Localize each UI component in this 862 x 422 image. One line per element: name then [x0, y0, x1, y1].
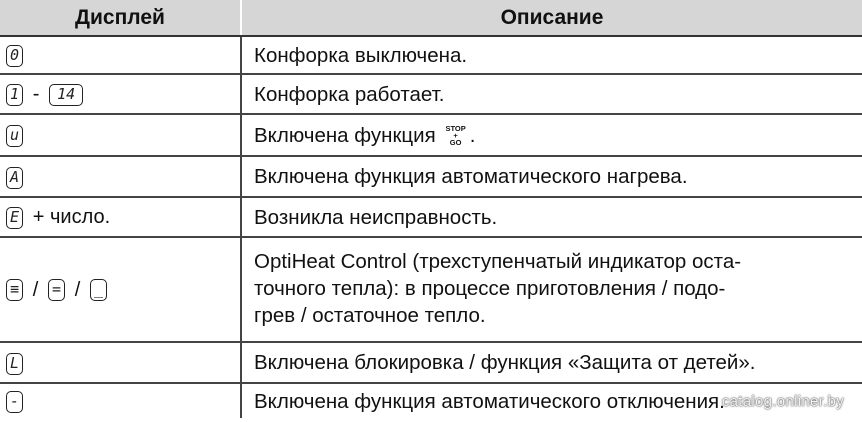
table-row [0, 197, 862, 237]
description-cell: Включена функция автоматического нагрева. [241, 156, 862, 197]
description-cell [241, 114, 862, 156]
description-cell: Конфорка выключена. [241, 36, 862, 74]
display-cell [0, 114, 241, 156]
display-cell [0, 383, 241, 418]
description-cell: Конфорка работает. [241, 74, 862, 114]
display-symbol: 0 [6, 45, 23, 67]
description-cell: Включена функция автоматического отключения. [254, 389, 725, 413]
separator: / [32, 278, 39, 301]
watermark: catalog.onliner.by [721, 393, 844, 410]
description-suffix: . [469, 123, 476, 147]
header-display: Дисплей [0, 0, 241, 36]
display-symbol: E [6, 207, 23, 229]
table-row [0, 74, 862, 114]
description-cell: OptiHeat Control (трехступенчатый индикатор оста- точного тепла): в процессе приготовления / подо- грев / остаточное тепло. [241, 237, 862, 342]
table-row [0, 156, 862, 197]
display-symbol: 14 [49, 84, 83, 106]
stop-go-icon-bottom: GO [449, 137, 462, 147]
display-symbol: L [6, 353, 23, 375]
stop-go-icon-mid: + [453, 130, 458, 140]
display-symbol: A [6, 167, 23, 189]
display-suffix: + число. [32, 206, 111, 229]
table-row [0, 237, 862, 342]
table-row [0, 36, 862, 74]
display-cell [0, 197, 241, 237]
display-cell [0, 342, 241, 383]
separator: / [74, 278, 81, 301]
display-symbol: - [6, 391, 23, 413]
description-text: Включена функция [254, 123, 436, 147]
stop-go-icon-top: STOP [445, 123, 466, 133]
display-symbol: ≡ [6, 279, 23, 301]
table-row [0, 342, 862, 383]
header-description: Описание [241, 0, 862, 36]
display-cell [0, 156, 241, 197]
table-row [0, 114, 862, 156]
display-cell [0, 74, 241, 114]
display-cell [0, 237, 241, 342]
display-cell [0, 36, 241, 74]
display-symbol: u [6, 125, 23, 147]
display-symbol: 1 [6, 84, 23, 106]
stop-go-icon [445, 125, 465, 146]
description-cell: Включена блокировка / функция «Защита от детей». [241, 342, 862, 383]
header-row [0, 0, 862, 36]
display-symbol: = [48, 279, 65, 301]
range-dash: - [32, 83, 40, 106]
display-symbol: _ [90, 279, 107, 301]
description-cell: Возникла неисправность. [241, 197, 862, 237]
